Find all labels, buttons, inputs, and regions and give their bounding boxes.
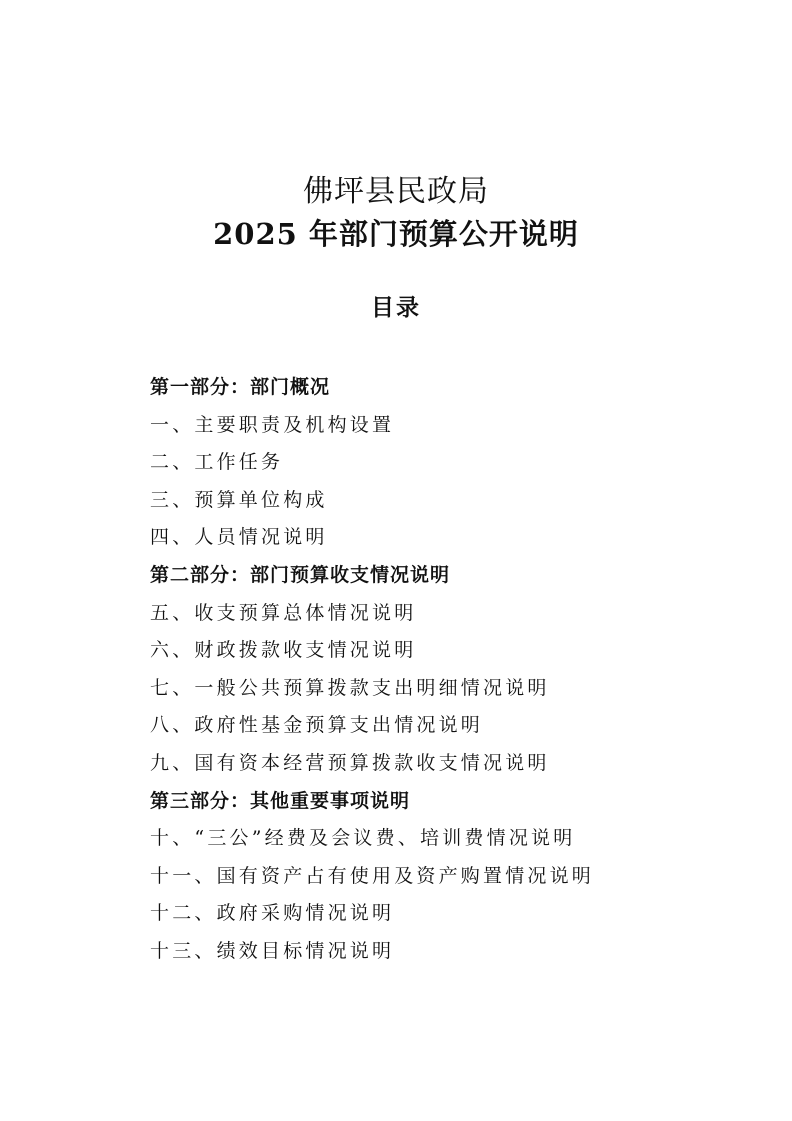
- document-title-main: 2025 年部门预算公开说明: [213, 217, 579, 251]
- toc-entry-3: 三、预算单位构成: [150, 488, 328, 511]
- table-of-contents: [150, 369, 750, 971]
- toc-entry-12: 十二、政府采购情况说明: [150, 902, 395, 925]
- toc-entry-7: 七、一般公共预算拨款支出明细情况说明: [150, 676, 550, 699]
- toc-section-part-3: 第三部分：其他重要事项说明: [150, 789, 411, 812]
- toc-entry-13: 十三、绩效目标情况说明: [150, 939, 395, 962]
- toc-heading: 目录: [371, 294, 421, 321]
- toc-entry-11: 十一、国有资产占有使用及资产购置情况说明: [150, 864, 595, 887]
- toc-entry-9: 九、国有资本经营预算拨款收支情况说明: [150, 751, 550, 774]
- toc-entry-5: 五、收支预算总体情况说明: [150, 601, 417, 624]
- toc-entry-6: 六、财政拨款收支情况说明: [150, 639, 417, 662]
- toc-entry-10: 十、“三公”经费及会议费、培训费情况说明: [150, 827, 576, 850]
- toc-entry-8: 八、政府性基金预算支出情况说明: [150, 714, 484, 737]
- document-title-org: 佛坪县民政局: [303, 174, 489, 209]
- toc-section-part-1: 第一部分：部门概况: [150, 376, 331, 398]
- toc-section-part-2: 第二部分：部门预算收支情况说明: [150, 563, 451, 586]
- toc-entry-1: 一、主要职责及机构设置: [150, 413, 395, 436]
- toc-entry-4: 四、人员情况说明: [150, 526, 328, 549]
- toc-entry-2: 二、工作任务: [150, 451, 284, 474]
